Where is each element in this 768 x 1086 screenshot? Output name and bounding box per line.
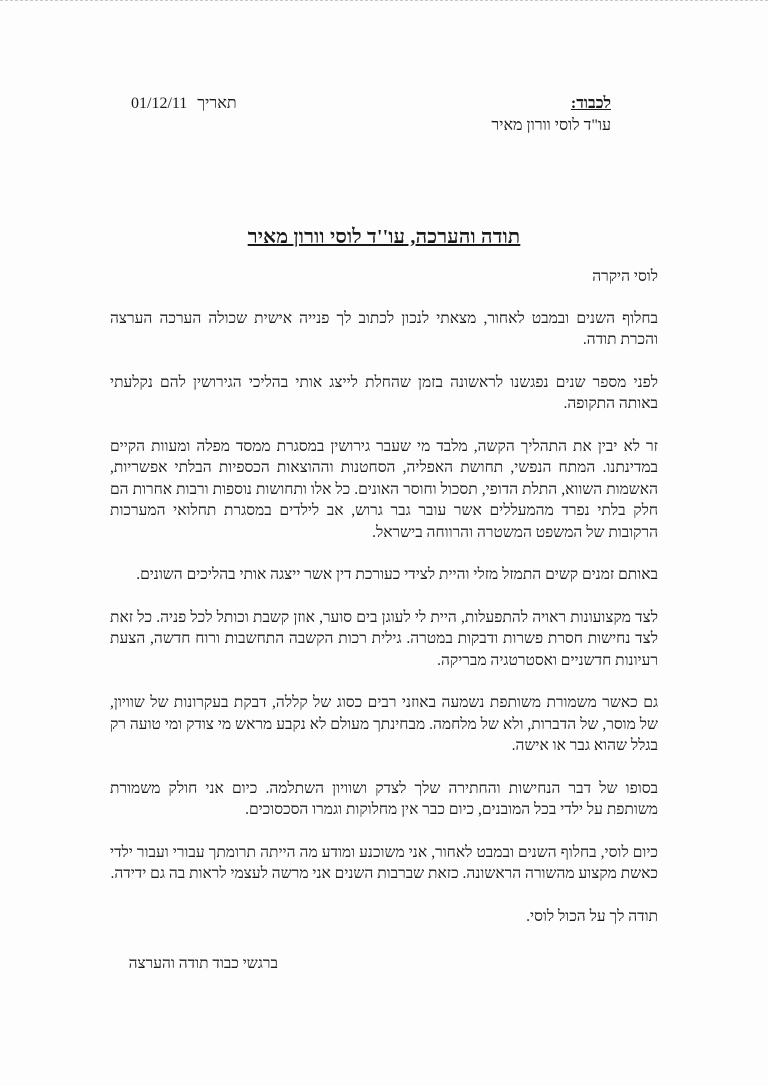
to-label: לכבוד: (570, 95, 611, 112)
page-top-edge (0, 0, 768, 5)
body-paragraph: בסופו של דבר הנחישות והחתירה שלך לצדק ושוויון השתלמה. כיום אני חולק משמורת משותפת על ילדי בכל המובנים, כיום כבר אין מחלוקות וגמרו הסכסוכים. (110, 779, 658, 818)
salutation: לוסי היקרה (592, 268, 658, 285)
letter-body (110, 266, 658, 990)
body-paragraph: בחלוף השנים ובמבט לאחור, מצאתי לנכון לכתוב לך פנייה אישית שכולה הערכה הערצה והכרת תודה. (110, 309, 658, 348)
date-value: 01/12/11 (131, 95, 188, 112)
body-paragraph: גם כאשר משמורת משותפת נשמעה באוזני רבים כסוג של קללה, דבקת בעקרונות של שוויון, של מוסר, של הדברות, ולא של מלחמה. מבחינתך מעולם לא נקבע מראש מי צודק ומי טועה רק בגלל שהוא גבר או אישה. (110, 694, 658, 754)
body-paragraph: כיום לוסי, בחלוף השנים ובמבט לאחור, אני משוכנע ומודע מה הייתה תרומתך עבורי ועבור ילדי כאשת מקצוע מהשורה הראשונה. כזאת שברבות השנים אני מרשה לעצמי לראות בה גם ידידה. (110, 843, 658, 882)
body-paragraph: לפני מספר שנים נפגשנו לראשונה בזמן שהחלת לייצג אותי בהליכי הגירושין להם נקלעתי באותה התקופה. (110, 373, 658, 412)
date-label: תאריך (197, 95, 237, 112)
letter-header (131, 94, 611, 136)
body-paragraph: זר לא יבין את התהליך הקשה, מלבד מי שעבר גירושין במסגרת ממסד מפלה ומעוות הקיים במדינתנו. המתח הנפשי, תחושת האפליה, הסחטנות וההוצאות הכספיות הבלתי אפשריות, האשמות השווא, התלת הדופי, תסכול וחוסר האונים. כל אלו ותחושות נוספות ורבות אחרות הם חלק בלתי נפרד מהמעללים אשר עובר גבר גרוש, אב לילדים במסגרת תחלואי המערכות הרקובות של המשפט המשטרה והרווחה בישראל. (110, 437, 658, 541)
body-paragraph: לצד מקצועונות ראויה להתפעלות, היית לי לעוגן בים סוער, אוזן קשבת וכותל לכל פניה. כל זאת לצד נחישות חסרת פשרות ודבקות במטרה. גילית רכות הקשבה התחשבות ורוח חדשה, הצעת רעיונות חדשניים ואסטרטגיה מבריקה. (110, 608, 658, 669)
letter-title: תודה והערכה, עו''ד לוסי וורון מאיר (247, 226, 521, 248)
date-line (131, 94, 237, 114)
recipient-name: עו"ד לוסי וורון מאיר (491, 117, 611, 134)
header-row (131, 94, 611, 114)
closing-line: תודה לך על הכול לוסי. (526, 907, 658, 925)
signoff-line: ברגשי כבוד תודה והערצה (128, 955, 278, 972)
body-paragraph: באותם זמנים קשים התמזל מזלי והיית לצידי כעורכת דין אשר ייצגה אותי בהליכים השונים. (136, 566, 658, 583)
